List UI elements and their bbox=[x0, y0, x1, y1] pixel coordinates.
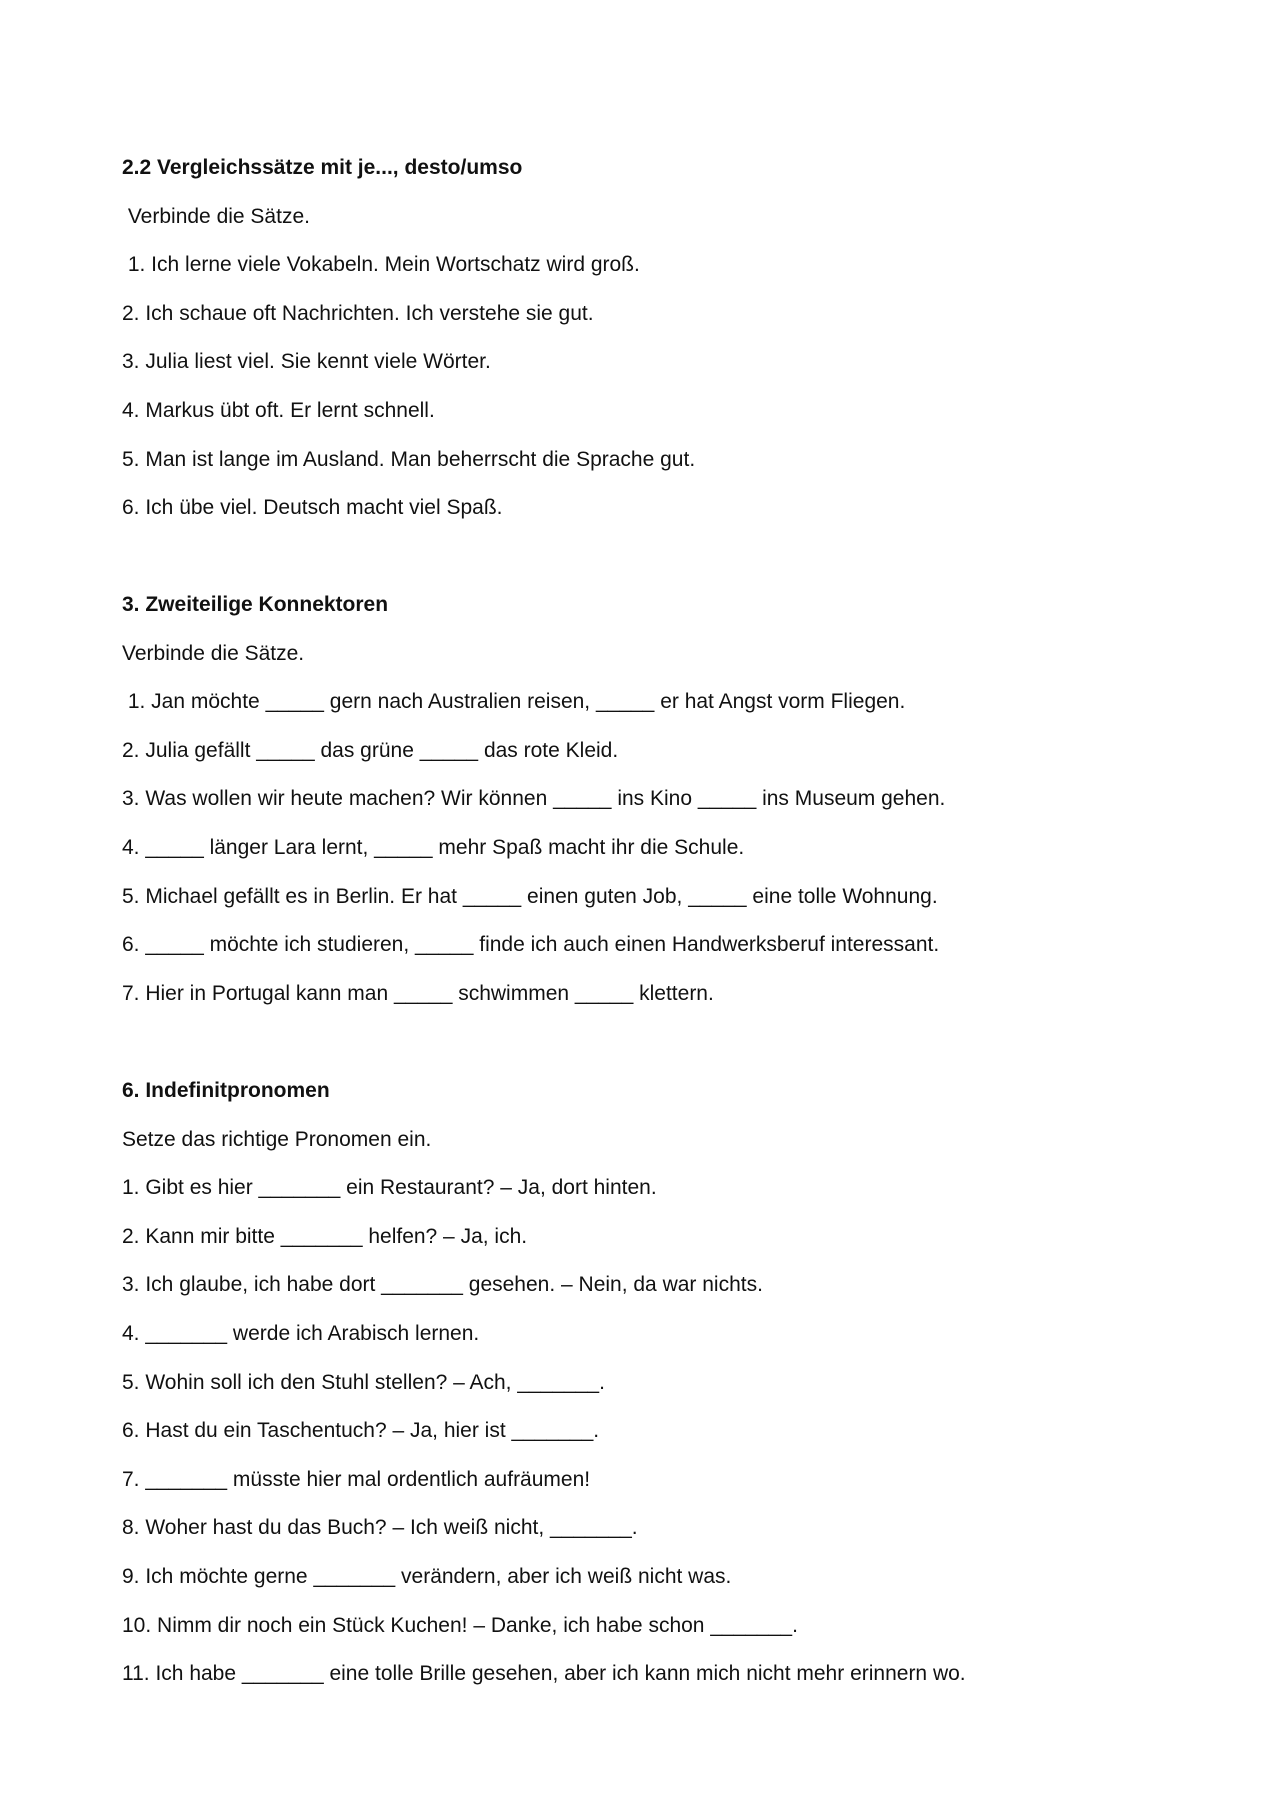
section-instruction: Verbinde die Sätze. bbox=[122, 641, 305, 665]
exercise-item: 6. _____ möchte ich studieren, _____ finde ich auch einen Handwerksberuf interessant. bbox=[122, 933, 940, 957]
exercise-item: 4. _______ werde ich Arabisch lernen. bbox=[122, 1321, 480, 1345]
exercise-item: 1. Ich lerne viele Vokabeln. Mein Wortschatz wird groß. bbox=[122, 253, 640, 277]
exercise-item: 3. Julia liest viel. Sie kennt viele Wörter. bbox=[122, 350, 491, 374]
section-indefinitpronomen bbox=[122, 1077, 1162, 1709]
exercise-item: 2. Ich schaue oft Nachrichten. Ich verstehe sie gut. bbox=[122, 301, 594, 325]
section-heading: 6. Indefinitpronomen bbox=[122, 1079, 330, 1102]
exercise-item: 3. Ich glaube, ich habe dort _______ gesehen. – Nein, da war nichts. bbox=[122, 1273, 763, 1297]
section-vergleichssaetze bbox=[122, 154, 1162, 543]
section-instruction: Setze das richtige Pronomen ein. bbox=[122, 1127, 432, 1151]
exercise-item: 2. Julia gefällt _____ das grüne _____ das rote Kleid. bbox=[122, 738, 619, 762]
exercise-item: 10. Nimm dir noch ein Stück Kuchen! – Danke, ich habe schon _______. bbox=[122, 1613, 798, 1637]
exercise-item: 1. Jan möchte _____ gern nach Australien reisen, _____ er hat Angst vorm Fliegen. bbox=[122, 690, 906, 714]
exercise-item: 1. Gibt es hier _______ ein Restaurant? – Ja, dort hinten. bbox=[122, 1176, 657, 1200]
exercise-item: 3. Was wollen wir heute machen? Wir können _____ ins Kino _____ ins Museum gehen. bbox=[122, 787, 946, 811]
exercise-item: 4. Markus übt oft. Er lernt schnell. bbox=[122, 398, 435, 422]
section-heading: 2.2 Vergleichssätze mit je..., desto/umso bbox=[122, 156, 523, 179]
exercise-item: 6. Ich übe viel. Deutsch macht viel Spaß. bbox=[122, 496, 503, 520]
exercise-item: 5. Man ist lange im Ausland. Man beherrscht die Sprache gut. bbox=[122, 447, 696, 471]
exercise-item: 7. Hier in Portugal kann man _____ schwimmen _____ klettern. bbox=[122, 981, 714, 1005]
exercise-item: 5. Michael gefällt es in Berlin. Er hat _____ einen guten Job, _____ eine tolle Wohnung. bbox=[122, 884, 938, 908]
exercise-item: 8. Woher hast du das Buch? – Ich weiß nicht, _______. bbox=[122, 1516, 638, 1540]
section-zweiteilige-konnektoren bbox=[122, 591, 1162, 1028]
exercise-item: 6. Hast du ein Taschentuch? – Ja, hier ist _______. bbox=[122, 1419, 600, 1443]
section-heading: 3. Zweiteilige Konnektoren bbox=[122, 593, 389, 616]
section-instruction: Verbinde die Sätze. bbox=[122, 204, 310, 228]
exercise-item: 4. _____ länger Lara lernt, _____ mehr Spaß macht ihr die Schule. bbox=[122, 835, 745, 859]
exercise-item: 11. Ich habe _______ eine tolle Brille gesehen, aber ich kann mich nicht mehr erinnern wo. bbox=[122, 1662, 966, 1686]
exercise-item: 7. _______ müsste hier mal ordentlich aufräumen! bbox=[122, 1467, 591, 1491]
exercise-item: 9. Ich möchte gerne _______ verändern, aber ich weiß nicht was. bbox=[122, 1564, 732, 1588]
exercise-item: 2. Kann mir bitte _______ helfen? – Ja, ich. bbox=[122, 1224, 528, 1248]
exercise-item: 5. Wohin soll ich den Stuhl stellen? – Ach, _______. bbox=[122, 1370, 605, 1394]
